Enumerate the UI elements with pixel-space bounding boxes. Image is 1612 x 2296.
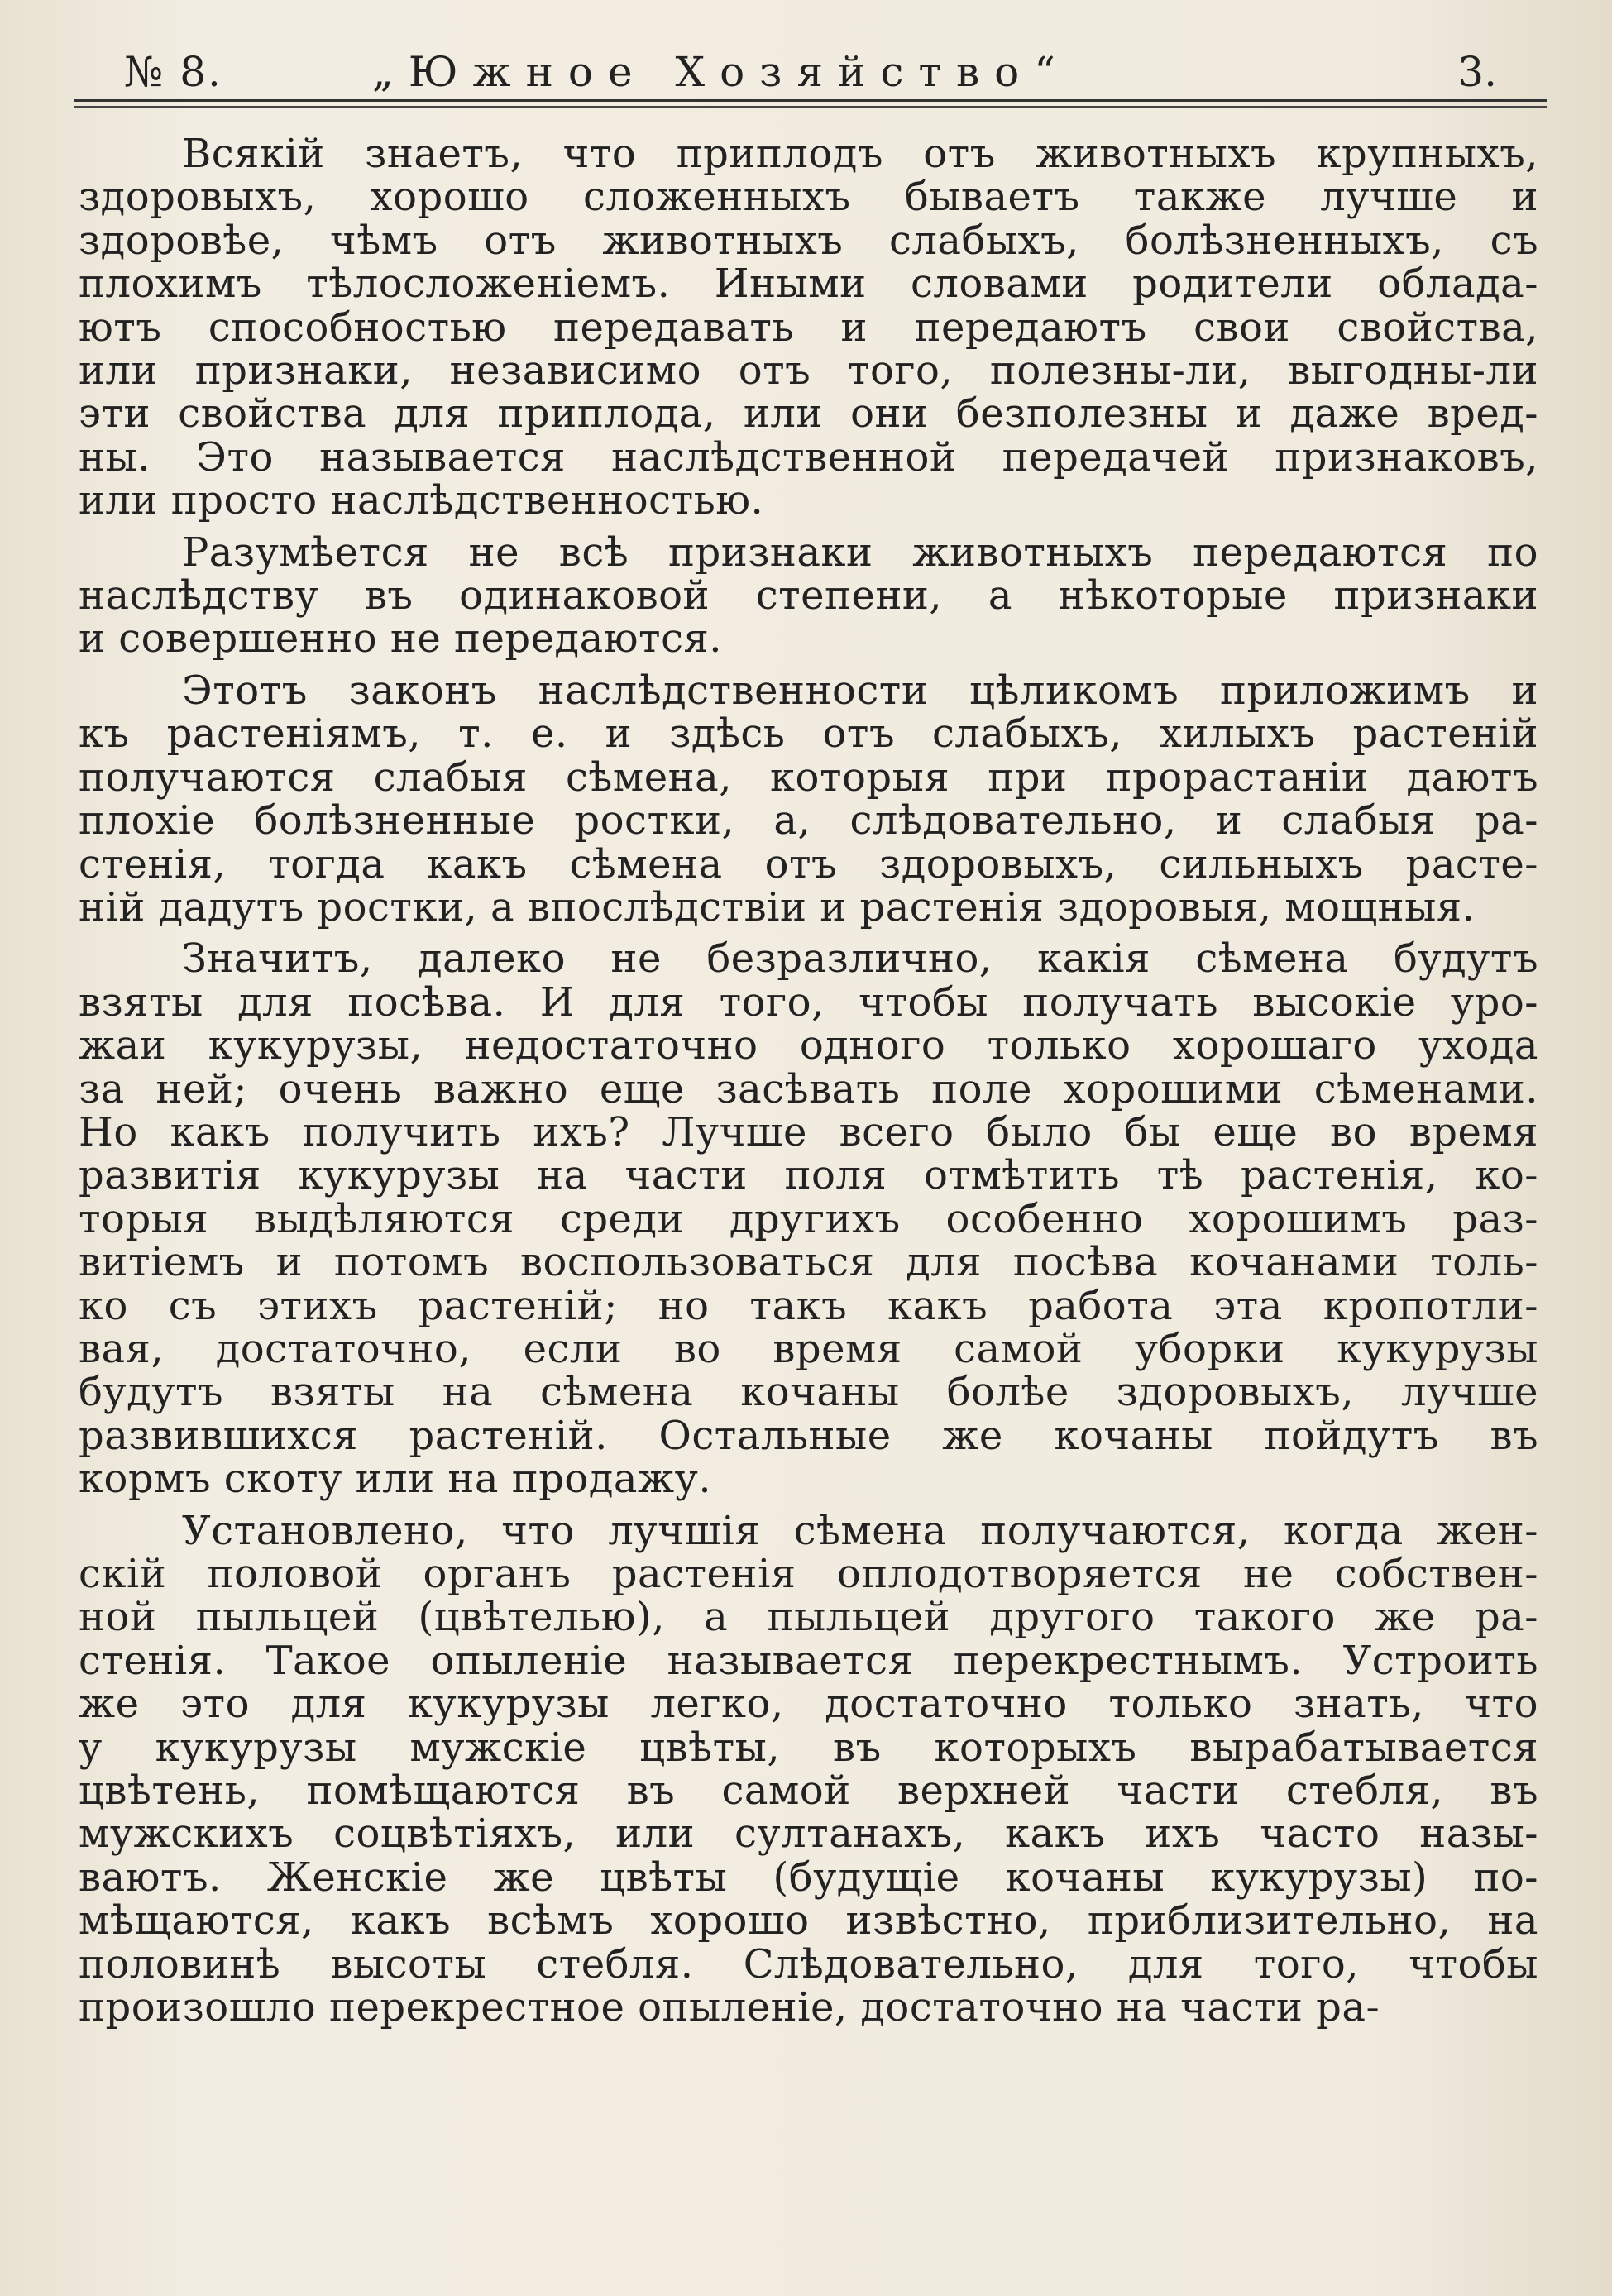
text-line: здоровыхъ, хорошо сложенныхъ бываетъ также лучше и [79, 174, 1538, 221]
text-line: произошло перекрестное опыленіе, достаточно на части ра- [79, 1984, 1380, 2031]
text-line: взяты для посѣва. И для того, чтобы получать высокіе уро- [79, 978, 1538, 1026]
text-line: жаи кукурузы, недостаточно одного только хорошаго ухода [79, 1022, 1538, 1069]
paragraph [79, 1509, 1538, 2030]
text-line: ваютъ. Женскіе же цвѣты (будущіе кочаны кукурузы) по- [79, 1854, 1538, 1901]
text-line: за ней; очень важно еще засѣвать поле хорошими сѣменами. [79, 1065, 1538, 1112]
text-line: Этотъ законъ наслѣдственности цѣликомъ приложимъ и [182, 667, 1538, 714]
issue-number: № 8. [124, 48, 222, 96]
text-line: вая, достаточно, если во время самой уборки кукурузы [79, 1325, 1538, 1372]
text-line: здоровѣе, чѣмъ отъ животныхъ слабыхъ, болѣзненныхъ, съ [79, 217, 1538, 264]
text-line: Но какъ получить ихъ? Лучше всего было бы еще во время [79, 1108, 1538, 1155]
page-number: 3. [1457, 48, 1497, 96]
text-line: и совершенно не передаются. [79, 615, 722, 662]
text-line: кормъ скоту или на продажу. [79, 1456, 712, 1503]
text-line: Установлено, что лучшія сѣмена получаются, когда жен- [182, 1507, 1538, 1554]
text-line: стенія, тогда какъ сѣмена отъ здоровыхъ, сильныхъ расте- [79, 840, 1538, 887]
text-line: мужскихъ соцвѣтіяхъ, или султанахъ, какъ ихъ часто назы- [79, 1810, 1538, 1858]
text-line: половинѣ высоты стебля. Слѣдовательно, для того, чтобы [79, 1940, 1538, 1987]
text-line: ны. Это называется наслѣдственной передачей признаковъ, [79, 433, 1538, 481]
text-line: плохимъ тѣлосложеніемъ. Иными словами родители облада- [79, 261, 1538, 308]
text-line: получаются слабыя сѣмена, которыя при прорастаніи даютъ [79, 753, 1538, 801]
text-line: скій половой органъ растенія оплодотворяется не собствен- [79, 1551, 1538, 1597]
text-line: эти свойства для приплода, или они безполезны и даже вред- [79, 390, 1538, 438]
paragraph [79, 132, 1538, 523]
text-line: Всякій знаетъ, что приплодъ отъ животныхъ крупныхъ, [182, 131, 1538, 177]
header-rule-thin [74, 106, 1547, 108]
text-line: ютъ способностью передавать и передаютъ свои свойства, [79, 304, 1538, 351]
text-line: ній дадутъ ростки, а впослѣдствіи и растенія здоровыя, мощныя. [79, 883, 1476, 930]
paragraph [79, 935, 1538, 1503]
article-body [79, 132, 1538, 2029]
text-line: будутъ взяты на сѣмена кочаны болѣе здоровыхъ, лучше [79, 1369, 1538, 1416]
text-line: Значитъ, далеко не безразлично, какія сѣмена будутъ [182, 935, 1538, 983]
text-line: или признаки, независимо отъ того, полезны-ли, выгодны-ли [79, 347, 1538, 395]
running-header [74, 43, 1547, 101]
text-line: стенія. Такое опыленіе называется перекрестнымъ. Устроить [79, 1637, 1538, 1684]
header-rule-thick [74, 99, 1547, 102]
text-line: или просто наслѣдственностью. [79, 477, 764, 524]
text-line: же это для кукурузы легко, достаточно только знать, что [79, 1681, 1538, 1728]
text-line: развившихся растеній. Остальные же кочаны пойдутъ въ [79, 1412, 1538, 1459]
text-line: Разумѣется не всѣ признаки животныхъ передаются по [182, 529, 1538, 576]
text-line: плохіе болѣзненные ростки, а, слѣдовательно, и слабыя ра- [79, 797, 1538, 844]
paragraph [79, 531, 1538, 661]
text-line: къ растеніямъ, т. е. и здѣсь отъ слабыхъ, хилыхъ растеній [79, 710, 1538, 758]
text-line: торыя выдѣляются среди другихъ особенно хорошимъ раз- [79, 1195, 1538, 1242]
text-line: витіемъ и потомъ воспользоваться для посѣва кочанами толь- [79, 1239, 1538, 1286]
paragraph [79, 669, 1538, 929]
text-line: цвѣтень, помѣщаются въ самой верхней части стебля, въ [79, 1767, 1538, 1815]
text-line: мѣщаются, какъ всѣмъ хорошо извѣстно, приблизительно, на [79, 1897, 1538, 1944]
text-line: наслѣдству въ одинаковой степени, а нѣкоторые признаки [79, 572, 1538, 619]
text-line: у кукурузы мужскіе цвѣты, въ которыхъ вырабатывается [79, 1724, 1538, 1771]
text-line: ко съ этихъ растеній; но такъ какъ работа эта кропотли- [79, 1282, 1538, 1329]
text-line: развитія кукурузы на части поля отмѣтить тѣ растенія, ко- [79, 1152, 1538, 1199]
text-line: ной пыльцей (цвѣтелью), а пыльцей другого такого же ра- [79, 1594, 1538, 1641]
journal-title: „Южное Хозяйство“ [372, 48, 1070, 96]
